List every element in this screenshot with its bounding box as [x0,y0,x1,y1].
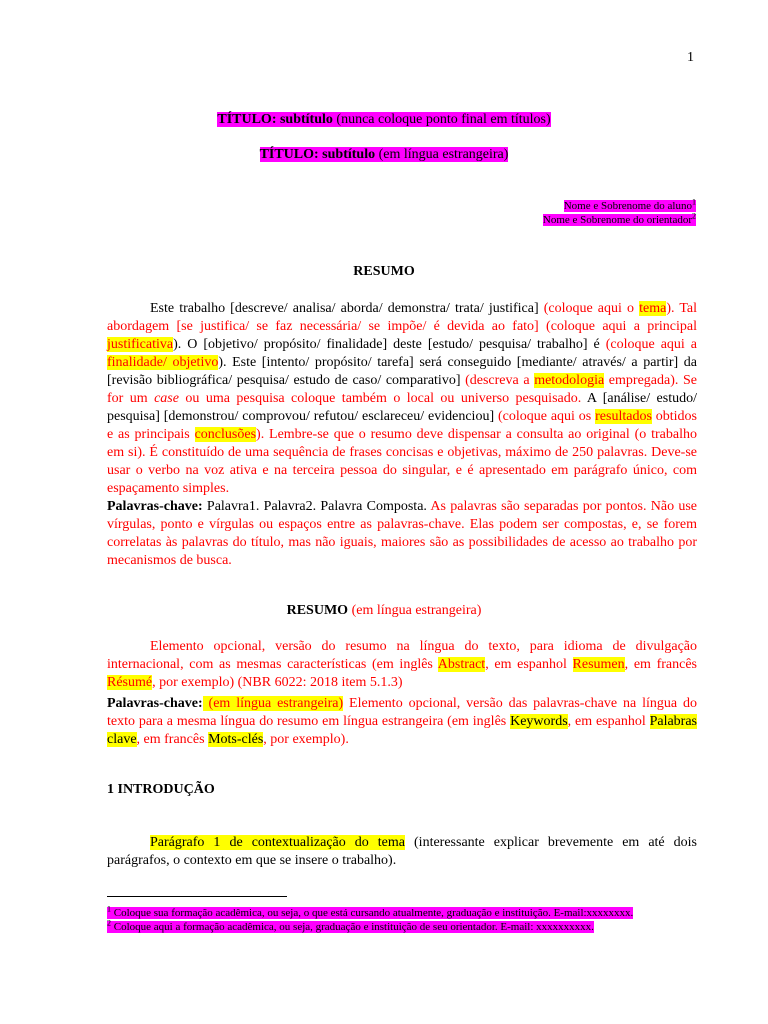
author-advisor-highlight [542,211,696,226]
title-foreign-note: (em língua estrangeira) [375,147,509,162]
highlight-palabras-clave: Palabras clave [107,714,698,747]
resumo-heading: RESUMO [353,264,415,279]
footnote-1-text: Coloque sua formação acadêmica, ou seja, o que está cursando atualmente, graduação e instituição. E-mail:xxxxxxxx. [111,907,634,919]
footnote-1-mark: 1 [107,904,111,914]
author-advisor-name: Nome e Sobrenome do orientador [542,214,692,226]
author-student-highlight [563,197,696,212]
resumo-text: ). O [objetivo/ propósito/ finalidade] deste [estudo/ pesquisa/ trabalho] é [173,337,606,352]
resumo-instruction: (descreva a [465,373,535,388]
resumo-foreign-heading-text: RESUMO [286,603,349,618]
resumo-instruction: empregada). Se for um [107,373,697,406]
resumo-highlight-resultados: resultados [595,409,652,424]
resumo-instruction: (coloque aqui os [497,409,596,424]
resumo-highlight-tema: tema [639,301,667,316]
intro-heading: 1 INTRODUÇÃO [107,782,215,797]
page-number: 1 [687,50,694,65]
keywords-foreign-paragraph [107,695,697,749]
footnote-1-highlight [107,904,634,919]
keywords-instruction: As palavras são separadas por pontos. Não use vírgulas, ponto e vírgulas ou espaços entre as palavras-chave. Elas podem ser compostas, e, se forem correlatas às palavras do título, mas não iguais, maiores são as possibilidades de acesso ao trabalho por mecanismos de busca. [107,499,697,568]
resumo-instruction: (coloque aqui a principal [546,319,697,334]
resumo-instruction: (coloque aqui o [543,301,640,316]
highlight-resumen: Resumen [572,657,625,672]
resumo-text: Este trabalho [descreve/ analisa/ aborda/ demonstra/ trata/ justifica] [150,301,544,316]
resumo-foreign-text: , em francês [624,657,697,672]
intro-text: (interessante explicar brevemente em até dois parágrafos, o contexto em que se insere o trabalho). [107,835,698,868]
authors-block [543,199,696,227]
resumo-foreign-text: Elemento opcional, versão do resumo na língua do texto, para idioma de divulgação internacional, com as mesmas características (em inglês [107,639,697,672]
keywords-foreign-instruction: Elemento opcional, versão das palavras-chave na língua do texto para a mesma língua do resumo em língua estrangeira (em inglês [107,696,697,729]
resumo-instruction: obtidos e as principais [107,409,698,442]
author-student-footnote-mark: 1 [692,197,696,207]
document-title [0,112,768,128]
resumo-text: ). Este [intento/ propósito/ tarefa] será conseguido [mediante/ através/ a partir] da [revisão bibliográfica/ pesquisa/ estudo de caso/ comparativo] [107,355,697,388]
resumo-highlight-objetivo: finalidade/ objetivo [107,355,219,370]
highlight-abstract: Abstract [437,657,486,672]
footnote-1 [107,906,699,920]
intro-paragraph [107,834,697,870]
author-student-name: Nome e Sobrenome do aluno [563,200,692,212]
highlight-mots-cles: Mots-clés [208,732,264,747]
highlight-resume: Résumé [107,675,153,690]
resumo-instruction: (coloque aqui a [605,337,698,352]
highlight-keywords: Keywords [510,714,568,729]
footnote-2-text: Coloque aqui a formação acadêmica, ou seja, graduação e instituição de seu orientador. E-mail: xxxxxxxxxx. [111,921,594,933]
footnote-2-mark: 2 [107,918,111,928]
title-foreign-highlight [260,147,509,162]
keywords-foreign-instruction: , em espanhol [567,714,650,729]
resumo-highlight-conclusoes: conclusões [194,427,257,442]
keywords-foreign-label: Palavras-chave: [107,696,203,711]
footnote-separator [107,896,287,897]
resumo-paragraph [107,300,697,498]
resumo-foreign-heading [0,603,768,619]
keywords-foreign-highlight: (em língua estrangeira) [202,696,344,711]
keywords-values: Palavra1. Palavra2. Palavra Composta. [202,499,427,514]
resumo-foreign-text: , por exemplo) (NBR 6022: 2018 item 5.1.3) [152,675,403,690]
resumo-foreign-paragraph [107,638,697,692]
title-highlight [217,112,550,127]
footnote-2-highlight [107,918,594,933]
author-advisor [543,213,696,227]
resumo-foreign-heading-note: (em língua estrangeira) [348,603,482,618]
title-foreign-bold: TÍTULO: subtítulo [259,147,376,162]
author-student [543,199,696,213]
resumo-text: A [análise/ estudo/ pesquisa] [demonstrou/ comprovou/ refutou/ esclareceu/ evidenciou] [107,391,697,424]
keywords-paragraph [107,498,697,570]
resumo-instruction: ). Lembre-se que o resumo deve dispensar a consulta ao original (o trabalho em si). É constituído de uma sequência de frases concisas e objetivas, máximo de 250 palavras. Deve-se usar o verbo na voz ativa e na terceira pessoa do singular, e é apresentado em parágrafo único, com espaçamento simples. [107,427,697,496]
author-advisor-footnote-mark: 2 [692,211,696,221]
keywords-foreign-instruction: , por exemplo). [263,732,349,747]
footnotes [107,906,699,934]
keywords-foreign-instruction: , em francês [136,732,209,747]
title-note: (nunca coloque ponto final em títulos) [332,112,551,127]
resumo-instruction-italic: case [154,391,179,406]
resumo-highlight-metodologia: metodologia [534,373,605,388]
intro-highlight: Parágrafo 1 de contextualização do tema [150,835,405,850]
footnote-2 [107,920,699,934]
resumo-instruction: ou uma pesquisa coloque também o local ou universo pesquisado. [178,391,582,406]
title-bold: TÍTULO: subtítulo [217,112,333,127]
document-title-foreign [0,147,768,163]
resumo-instruction: ). Tal abordagem [se justifica/ se faz necessária/ se impõe/ é devida ao fato] [107,301,697,334]
resumo-foreign-text: , em espanhol [485,657,573,672]
keywords-label: Palavras-chave: [107,499,203,514]
resumo-highlight-justificativa: justificativa [107,337,174,352]
